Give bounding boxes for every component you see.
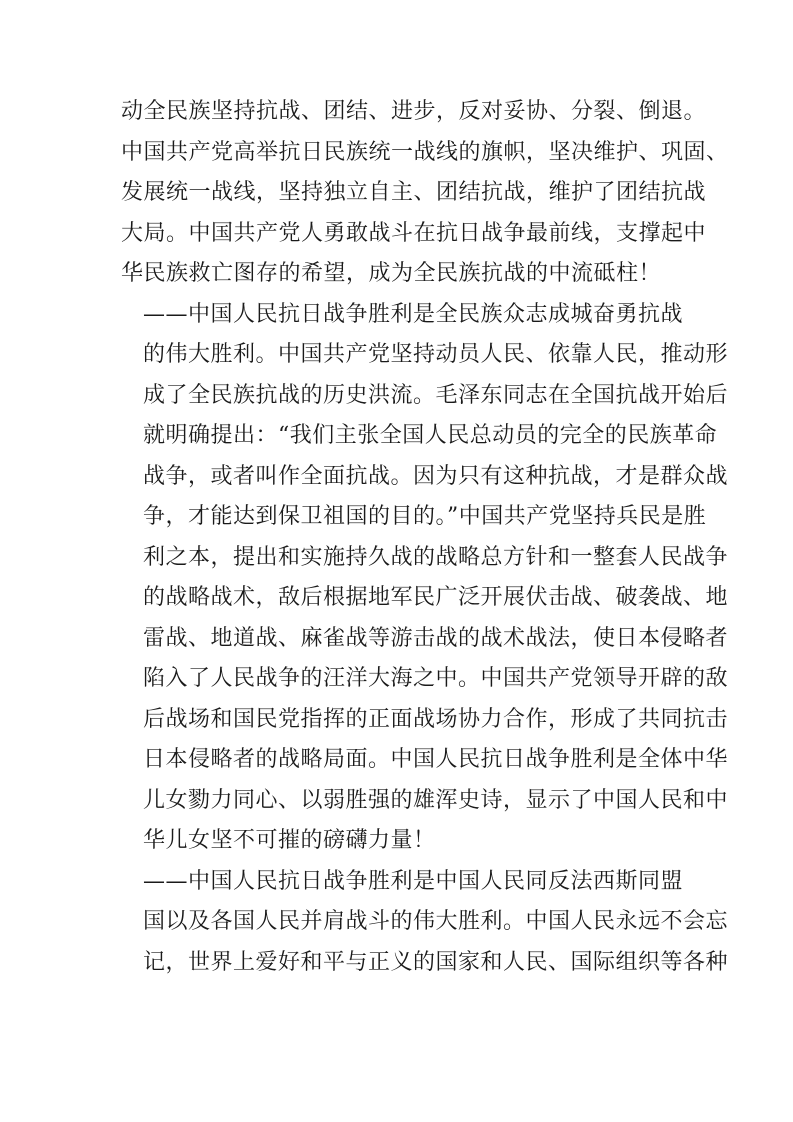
text-line: 陷入了人民战争的汪洋大海之中。中国共产党领导开辟的敌 [143, 666, 729, 691]
text-line: 动全民族坚持抗战、团结、进步，反对妥协、分裂、倒退。 [121, 99, 707, 124]
document-body [121, 92, 729, 983]
text-line: 的伟大胜利。中国共产党坚持动员人民、依靠人民，推动形 [143, 342, 729, 367]
paragraph [121, 92, 729, 295]
text-line: 发展统一战线，坚持独立自主、团结抗战，维护了团结抗战 [121, 180, 707, 205]
text-line: 后战场和国民党指挥的正面战场协力合作，形成了共同抗击 [143, 706, 729, 732]
text-line: 争，才能达到保卫祖国的目的。”中国共产党坚持兵民是胜 [143, 504, 707, 529]
text-line: 华民族救亡图存的希望，成为全民族抗战的中流砥柱！ [121, 261, 662, 286]
text-line: 儿女勠力同心、以弱胜强的雄浑史诗，显示了中国人民和中 [143, 787, 729, 813]
text-line: ——中国人民抗日战争胜利是全民族众志成城奋勇抗战 [143, 301, 684, 327]
text-line: 利之本，提出和实施持久战的战略总方针和一整套人民战争 [143, 544, 729, 570]
text-line: ——中国人民抗日战争胜利是中国人民同反法西斯同盟 [143, 868, 684, 894]
text-line: 中国共产党高举抗日民族统一战线的旗帜，坚决维护、巩固、 [121, 139, 729, 165]
text-line: 国以及各国人民并肩战斗的伟大胜利。中国人民永远不会忘 [143, 909, 729, 934]
text-line: 大局。中国共产党人勇敢战斗在抗日战争最前线，支撑起中 [121, 220, 707, 246]
text-line: 雷战、地道战、麻雀战等游击战的战术战法，使日本侵略者 [143, 625, 729, 651]
text-line: 的战略战术，敌后根据地军民广泛开展伏击战、破袭战、地 [143, 585, 729, 610]
text-line: 战争，或者叫作全面抗战。因为只有这种抗战，才是群众战 [143, 463, 729, 489]
text-line: 记，世界上爱好和平与正义的国家和人民、国际组织等各种 [143, 949, 729, 975]
paragraph [121, 295, 729, 862]
text-line: 华儿女坚不可摧的磅礴力量！ [143, 828, 436, 853]
text-line: 日本侵略者的战略局面。中国人民抗日战争胜利是全体中华 [143, 747, 729, 772]
text-line: 成了全民族抗战的历史洪流。毛泽东同志在全国抗战开始后 [143, 382, 729, 408]
paragraph [121, 862, 729, 984]
text-line: 就明确提出：“我们主张全国人民总动员的完全的民族革命 [143, 423, 718, 448]
